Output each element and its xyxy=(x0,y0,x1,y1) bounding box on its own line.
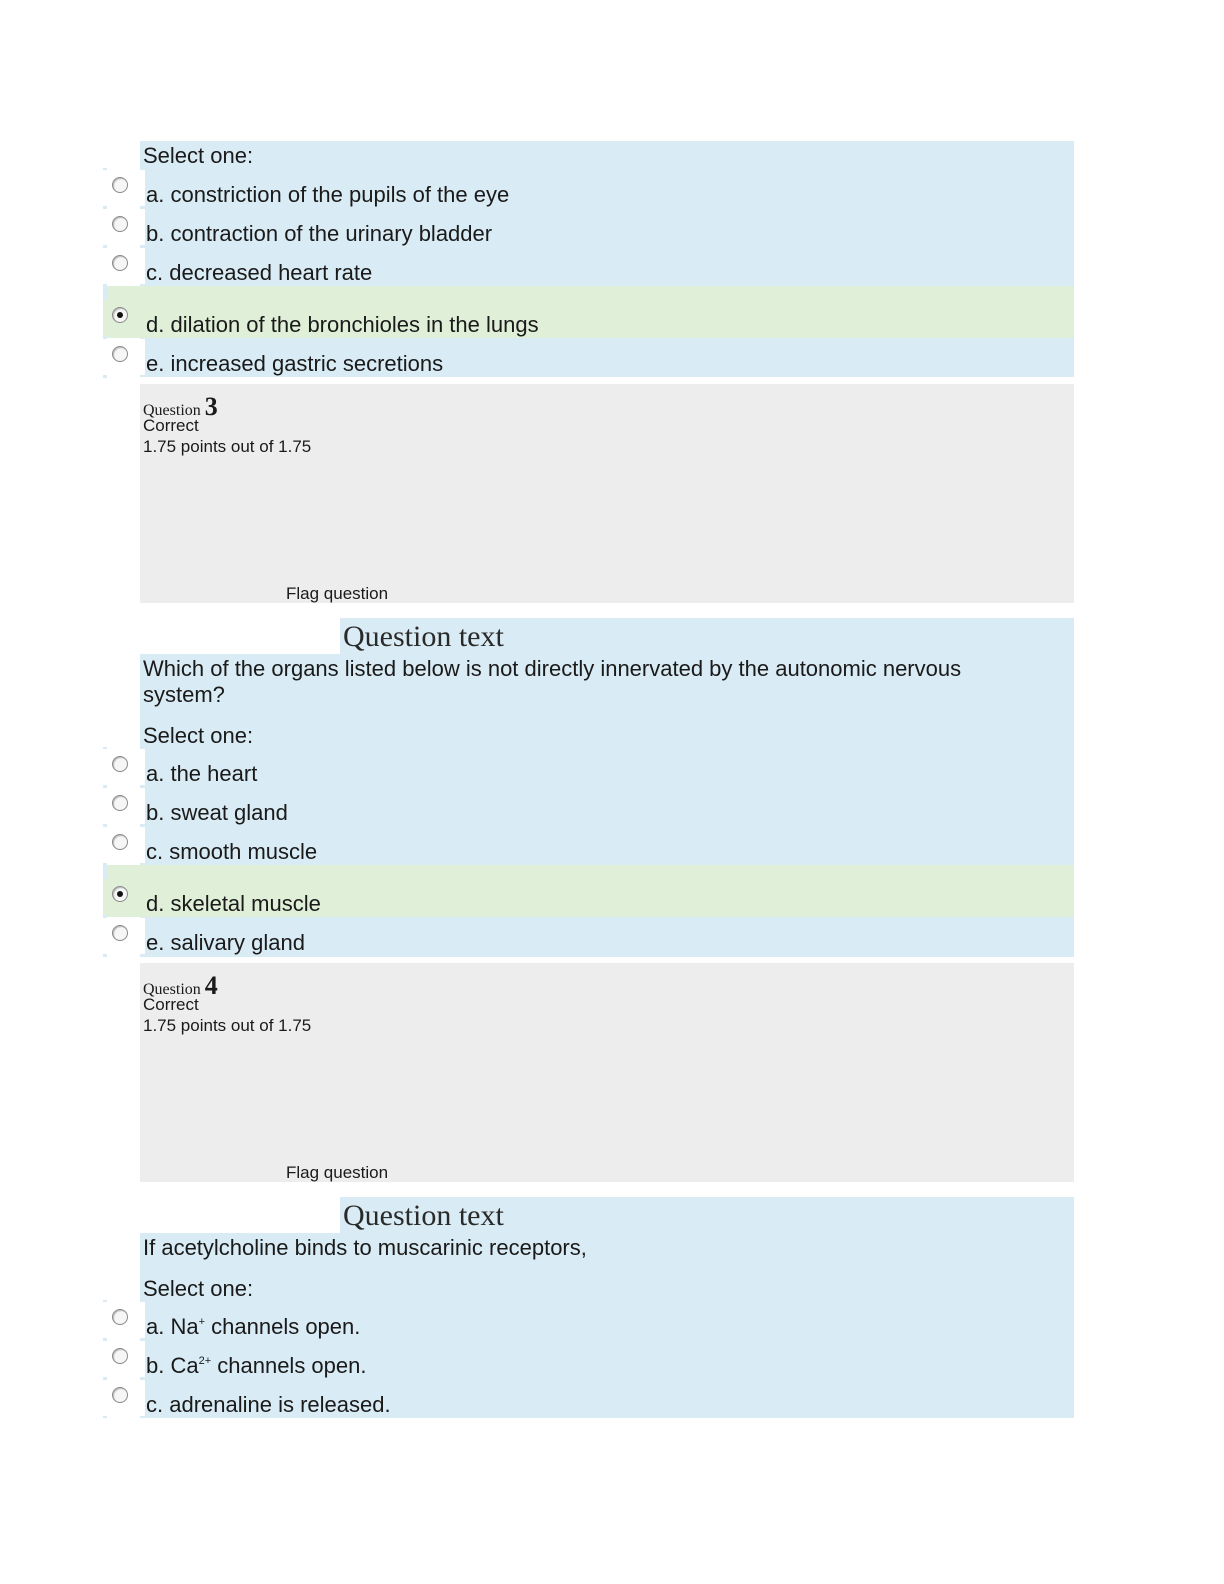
q4-number: 4 xyxy=(204,971,218,1000)
q2-radio-e[interactable] xyxy=(112,346,128,362)
q3-radio-d[interactable] xyxy=(112,886,128,902)
q2-radio-b[interactable] xyxy=(112,216,128,232)
q2-radio-cell-e xyxy=(103,339,145,375)
q2-option-a[interactable]: a. constriction of the pupils of the eye xyxy=(146,182,510,207)
q4-option-b-suffix: channels open. xyxy=(211,1353,367,1378)
q3-radio-cell-e xyxy=(103,918,145,954)
q3-radio-a[interactable] xyxy=(112,756,128,772)
q2-answer-panel xyxy=(140,141,1074,377)
q2-option-e[interactable]: e. increased gastric secretions xyxy=(146,351,444,376)
q3-option-a[interactable]: a. the heart xyxy=(146,761,258,786)
q4-option-b-sup: 2+ xyxy=(198,1355,212,1367)
q3-flag-question[interactable]: Flag question xyxy=(286,584,389,603)
q3-option-d[interactable]: d. skeletal muscle xyxy=(146,891,321,916)
q2-radio-cell-a xyxy=(103,170,145,206)
q4-status: Correct xyxy=(143,995,199,1014)
q4-flag-question[interactable]: Flag question xyxy=(286,1163,389,1182)
q4-question-text: If acetylcholine binds to muscarinic receptors, xyxy=(143,1235,587,1260)
q3-radio-cell-d xyxy=(103,879,145,915)
q3-question-text-heading: Question text xyxy=(343,620,504,653)
q2-option-c[interactable]: c. decreased heart rate xyxy=(146,260,373,285)
q4-option-a-prefix: a. Na xyxy=(146,1314,199,1339)
q3-radio-c[interactable] xyxy=(112,834,128,850)
q3-option-b[interactable]: b. sweat gland xyxy=(146,800,288,825)
q2-radio-cell-d xyxy=(103,300,145,336)
q4-option-a-suffix: channels open. xyxy=(205,1314,361,1339)
q3-status: Correct xyxy=(143,416,199,435)
q3-option-e[interactable]: e. salivary gland xyxy=(146,930,305,955)
q4-radio-cell-a xyxy=(103,1302,145,1338)
q3-radio-cell-a xyxy=(103,749,145,785)
q3-question-text: Which of the organs listed below is not directly innervated by the autonomic nervous system? xyxy=(143,656,962,707)
q2-option-b[interactable]: b. contraction of the urinary bladder xyxy=(146,221,493,246)
q4-option-a[interactable] xyxy=(146,1314,360,1340)
q4-option-b[interactable] xyxy=(146,1353,366,1379)
q4-radio-cell-b xyxy=(103,1341,145,1377)
q2-option-d[interactable]: d. dilation of the bronchioles in the lungs xyxy=(146,312,539,337)
q3-radio-cell-b xyxy=(103,788,145,824)
q4-select-prompt: Select one: xyxy=(143,1276,254,1301)
q3-label: Question xyxy=(143,402,201,419)
q3-option-c[interactable]: c. smooth muscle xyxy=(146,839,318,864)
q3-points: 1.75 points out of 1.75 xyxy=(143,437,312,456)
q2-radio-d[interactable] xyxy=(112,307,128,323)
q3-radio-cell-c xyxy=(103,827,145,863)
q4-label: Question xyxy=(143,981,201,998)
q4-radio-b[interactable] xyxy=(112,1348,128,1364)
q2-radio-cell-b xyxy=(103,209,145,245)
q4-option-a-sup: + xyxy=(198,1316,206,1328)
q4-question-text-heading: Question text xyxy=(343,1199,504,1232)
q3-number: 3 xyxy=(204,392,218,421)
q4-option-c[interactable]: c. adrenaline is released. xyxy=(146,1392,391,1417)
q4-radio-cell-c xyxy=(103,1380,145,1416)
q3-radio-b[interactable] xyxy=(112,795,128,811)
q4-info-panel xyxy=(140,963,1074,1182)
q4-radio-a[interactable] xyxy=(112,1309,128,1325)
q2-radio-cell-c xyxy=(103,248,145,284)
q2-select-prompt: Select one: xyxy=(143,143,254,168)
q4-option-b-prefix: b. Ca xyxy=(146,1353,199,1378)
q4-radio-c[interactable] xyxy=(112,1387,128,1403)
q4-points: 1.75 points out of 1.75 xyxy=(143,1016,312,1035)
q3-radio-e[interactable] xyxy=(112,925,128,941)
q3-select-prompt: Select one: xyxy=(143,723,254,748)
q2-radio-c[interactable] xyxy=(112,255,128,271)
q2-radio-a[interactable] xyxy=(112,177,128,193)
q3-info-panel xyxy=(140,384,1074,603)
